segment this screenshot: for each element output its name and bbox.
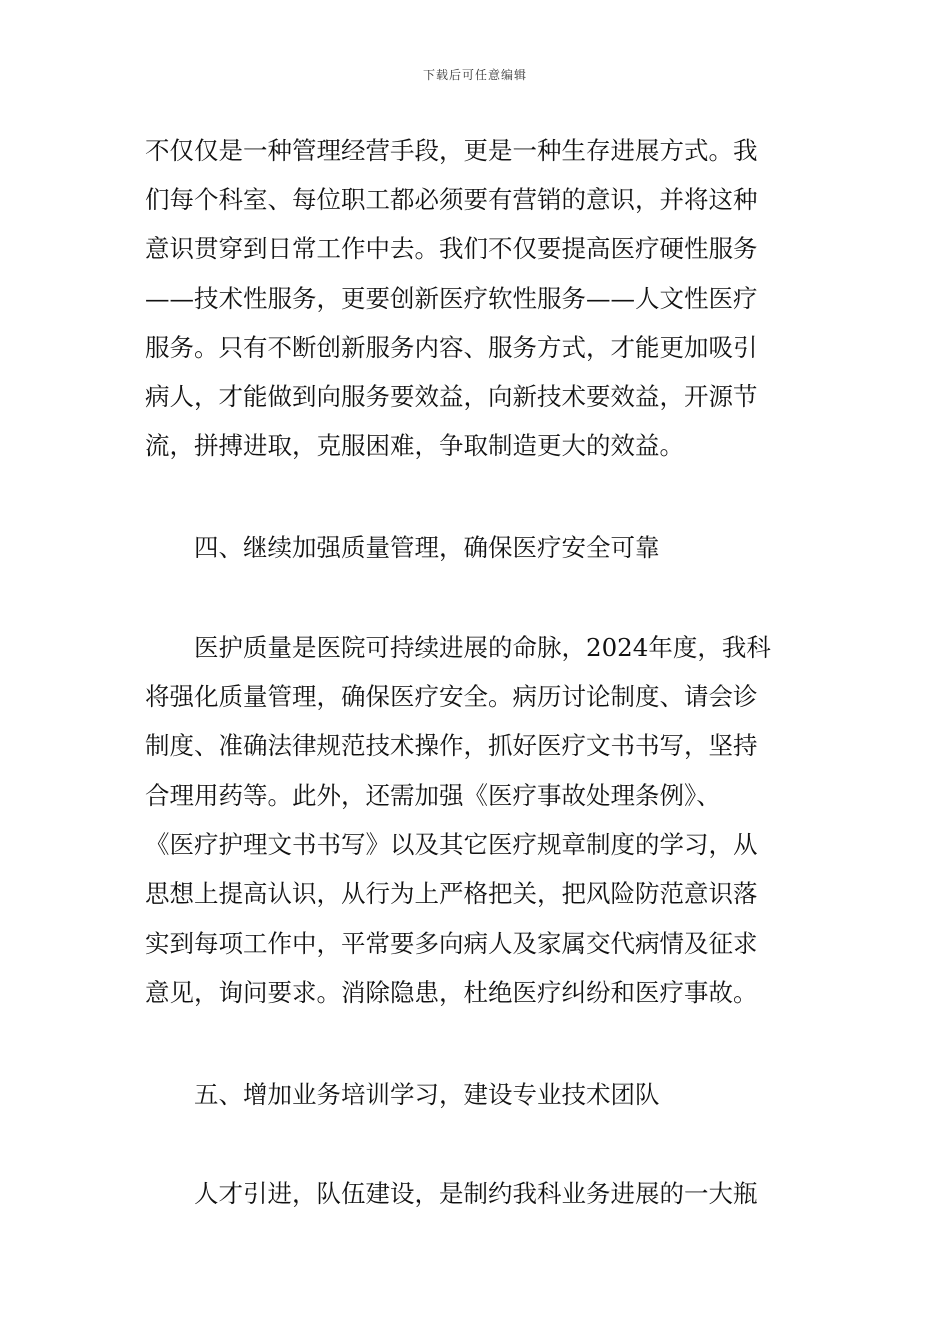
section-heading: 五、增加业务培训学习，建设专业技术团队 bbox=[145, 1080, 660, 1109]
body-text-line: 不仅仅是一种管理经营手段，更是一种生存进展方式。我 bbox=[145, 136, 758, 165]
body-text-line: 思想上提高认识，从行为上严格把关，把风险防范意识落 bbox=[145, 879, 758, 908]
body-text-line: 实到每项工作中，平常要多向病人及家属交代病情及征求 bbox=[145, 929, 758, 958]
body-text-line: ——技术性服务，更要创新医疗软性服务——人文性医疗 bbox=[145, 284, 758, 313]
body-text-line: 流，拼搏进取，克服困难，争取制造更大的效益。 bbox=[145, 431, 684, 460]
body-text-line: 制度、准确法律规范技术操作，抓好医疗文书书写，坚持 bbox=[145, 731, 758, 760]
body-text-line: 医护质量是医院可持续进展的命脉，2024年度，我科 bbox=[145, 633, 771, 662]
body-text-line: 意见，询问要求。消除隐患，杜绝医疗纠纷和医疗事故。 bbox=[145, 978, 758, 1007]
body-text-line: 服务。只有不断创新服务内容、服务方式，才能更加吸引 bbox=[145, 333, 758, 362]
body-text-line: 人才引进，队伍建设，是制约我科业务进展的一大瓶 bbox=[145, 1179, 758, 1208]
section-heading: 四、继续加强质量管理，确保医疗安全可靠 bbox=[145, 533, 660, 562]
body-text-line: 合理用药等。此外，还需加强《医疗事故处理条例》、 bbox=[145, 781, 721, 810]
body-text-line: 病人，才能做到向服务要效益，向新技术要效益，开源节 bbox=[145, 382, 758, 411]
page-header-note: 下载后可任意编辑 bbox=[422, 68, 527, 82]
body-text-line: 们每个科室、每位职工都必须要有营销的意识，并将这种 bbox=[145, 185, 758, 214]
body-text-line: 意识贯穿到日常工作中去。我们不仅要提高医疗硬性服务 bbox=[145, 234, 758, 263]
body-text-line: 将强化质量管理，确保医疗安全。病历讨论制度、请会诊 bbox=[145, 682, 758, 711]
body-text-line: 《医疗护理文书书写》以及其它医疗规章制度的学习，从 bbox=[145, 830, 758, 859]
